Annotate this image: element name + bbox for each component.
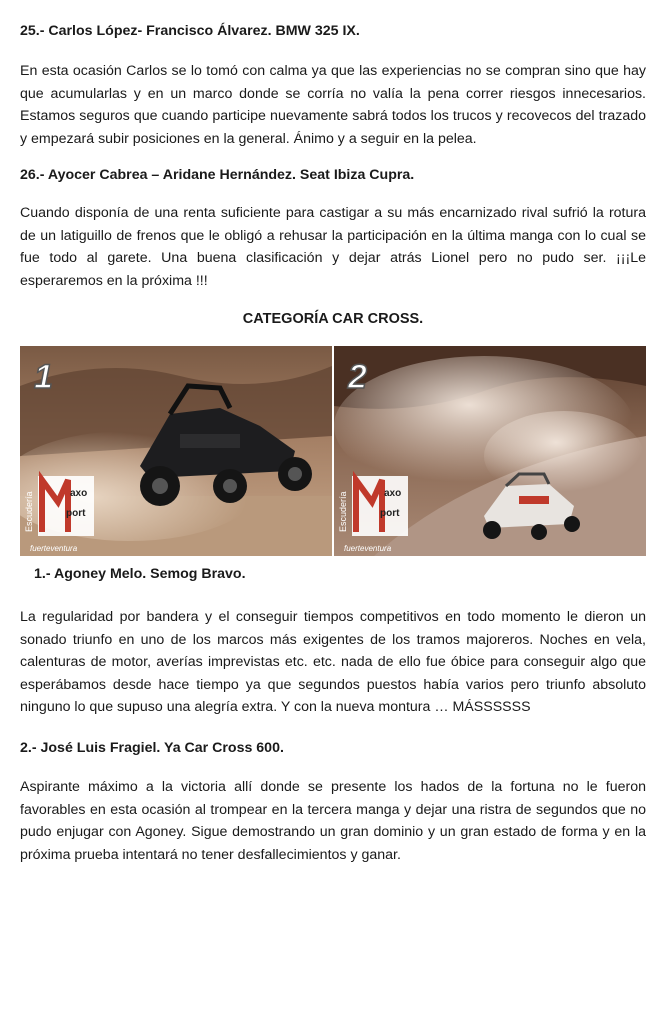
section-heading-26: 26.- Ayocer Cabrea – Aridane Hernández. Seat Ibiza Cupra. — [20, 167, 415, 183]
result-heading-2: 2.- José Luis Fragiel. Ya Car Cross 600. — [20, 740, 284, 756]
result-body-2: Aspirante máximo a la victoria allí donde se presente los hados de la fortuna no le fueron favorables en esta ocasión al trompear en la tercera manga y dejar una ristra de segundos que no pudo enjugar con Agoney. Sigue demostrando un gran dominio y un gran estado de forma y en la próxima prueba intentará no tener desfallecimientos y ganar. — [20, 779, 646, 863]
photo-car-1 — [20, 346, 332, 556]
section-body-26: Cuando disponía de una renta suficiente para castigar a su más encarnizado rival sufrió la rotura de un latiguillo de frenos que le obligó a rehusar la participación en la última manga con lo cual se fue todo al garete. Una buena clasificación y dejar atrás Lionel pero no pudo ser. ¡¡¡Le esperaremos en la próxima !!! — [20, 205, 646, 289]
svg-text:fuerteventura: fuerteventura — [344, 544, 392, 553]
svg-text:Escudería: Escudería — [338, 491, 348, 532]
result-body-1: La regularidad por bandera y el conseguir tiempos competitivos en todo momento le dieron un sonado triunfo en uno de los marcos más exigentes de los tramos majoreros. Noches en vela, calenturas de motor, averías imprevistas etc. etc. nada de ello fue óbice para conseguir algo que esperábamos desde hace tiempo ya que segundos puestos había varios pero triunfo absoluto ninguno lo que supuso una alegría extra. Y con la nueva montura … MÁSSSSSS — [20, 609, 646, 715]
photo-number-1: 1 — [34, 358, 53, 396]
category-title: CATEGORÍA CAR CROSS. — [242, 311, 424, 327]
svg-text:port: port — [66, 508, 86, 519]
svg-text:axo: axo — [70, 488, 88, 499]
photo-number-2: 2 — [348, 358, 367, 396]
svg-text:port: port — [380, 508, 400, 519]
result-heading-1: 1.- Agoney Melo. Semog Bravo. — [34, 566, 246, 582]
section-heading-25: 25.- Carlos López- Francisco Álvarez. BMW 325 IX. — [20, 23, 360, 39]
photo-car-2 — [334, 346, 646, 556]
svg-text:Escudería: Escudería — [24, 491, 34, 532]
svg-text:fuerteventura: fuerteventura — [30, 544, 78, 553]
svg-text:axo: axo — [384, 488, 402, 499]
photo-strip — [20, 346, 646, 556]
section-body-25: En esta ocasión Carlos se lo tomó con calma ya que las experiencias no se compran sino que hay que acumularlas y en un marco donde se corría no valía la pena correr riesgos innecesarios. Estamos seguros que cuando participe nuevamente sabrá todos los trucos y recovecos del trazado y empezará subir posiciones en la general. Ánimo y a seguir en la pelea. — [20, 63, 646, 147]
